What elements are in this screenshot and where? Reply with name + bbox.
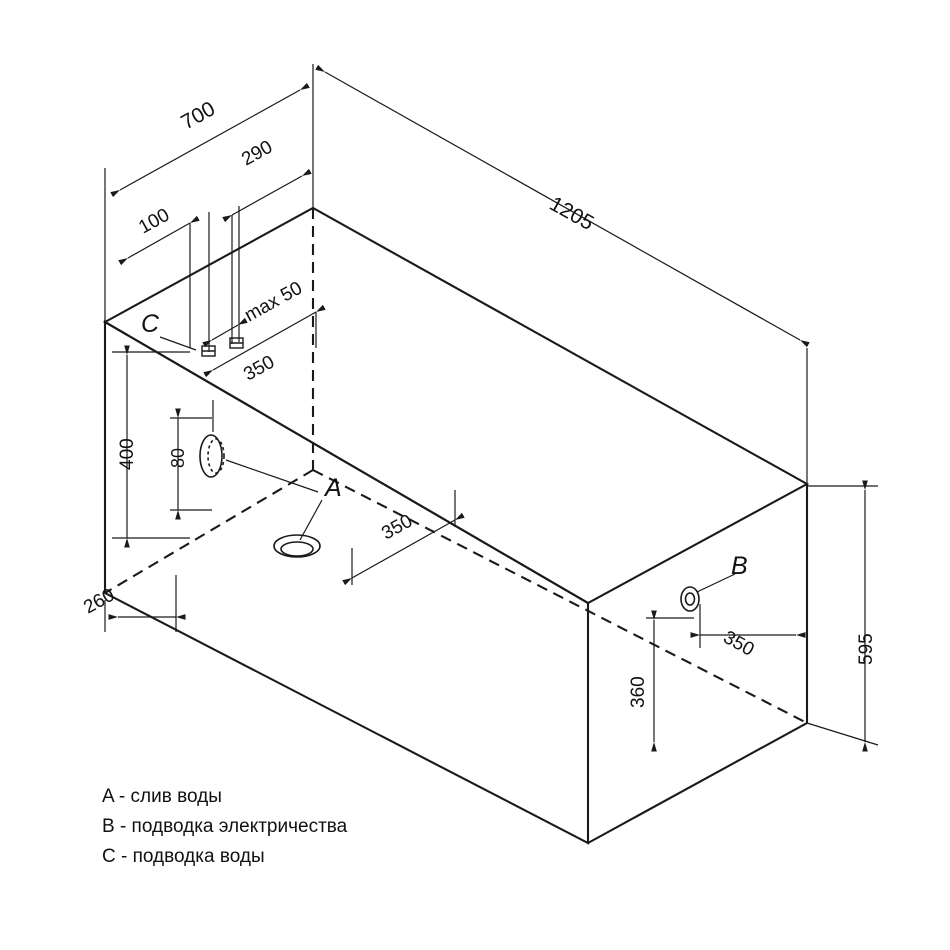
dim-290: 290 [238,136,277,171]
dim-350-electric: 350 [719,627,758,661]
legend [102,782,522,872]
dim-max-50: max 50 [241,277,306,327]
electric-point-icon [681,587,699,611]
box-outline [105,208,807,843]
marker-a-label: A [325,474,342,502]
drain-hole-icon [274,535,320,557]
dimension-lines-right [646,486,878,745]
dim-350-drain: 350 [378,510,417,545]
marker-c-label: C [141,310,160,338]
dim-700: 700 [177,97,220,135]
dimension-lines-left [105,352,455,632]
dim-1205: 1205 [545,192,598,236]
box-hidden-edges [105,208,807,723]
dim-260: 260 [80,584,119,619]
marker-b-leader [697,574,735,592]
marker-c-leader [160,337,196,350]
dim-400: 400 [117,438,138,470]
dim-360: 360 [628,676,649,708]
dim-350-top: 350 [240,351,279,386]
marker-b-label: B [731,552,748,580]
legend-item-a: A - слив воды [102,786,222,807]
legend-item-b: B - подводка электричества [102,816,348,837]
overflow-hole-icon [200,435,224,477]
dimension-labels [80,97,877,708]
dimension-lines-top [105,64,807,484]
dim-100: 100 [135,204,174,239]
dim-80: 80 [168,447,188,468]
legend-item-c: C - подводка воды [102,846,265,867]
water-supply-fittings-icon [202,338,243,356]
dim-595: 595 [856,633,877,665]
